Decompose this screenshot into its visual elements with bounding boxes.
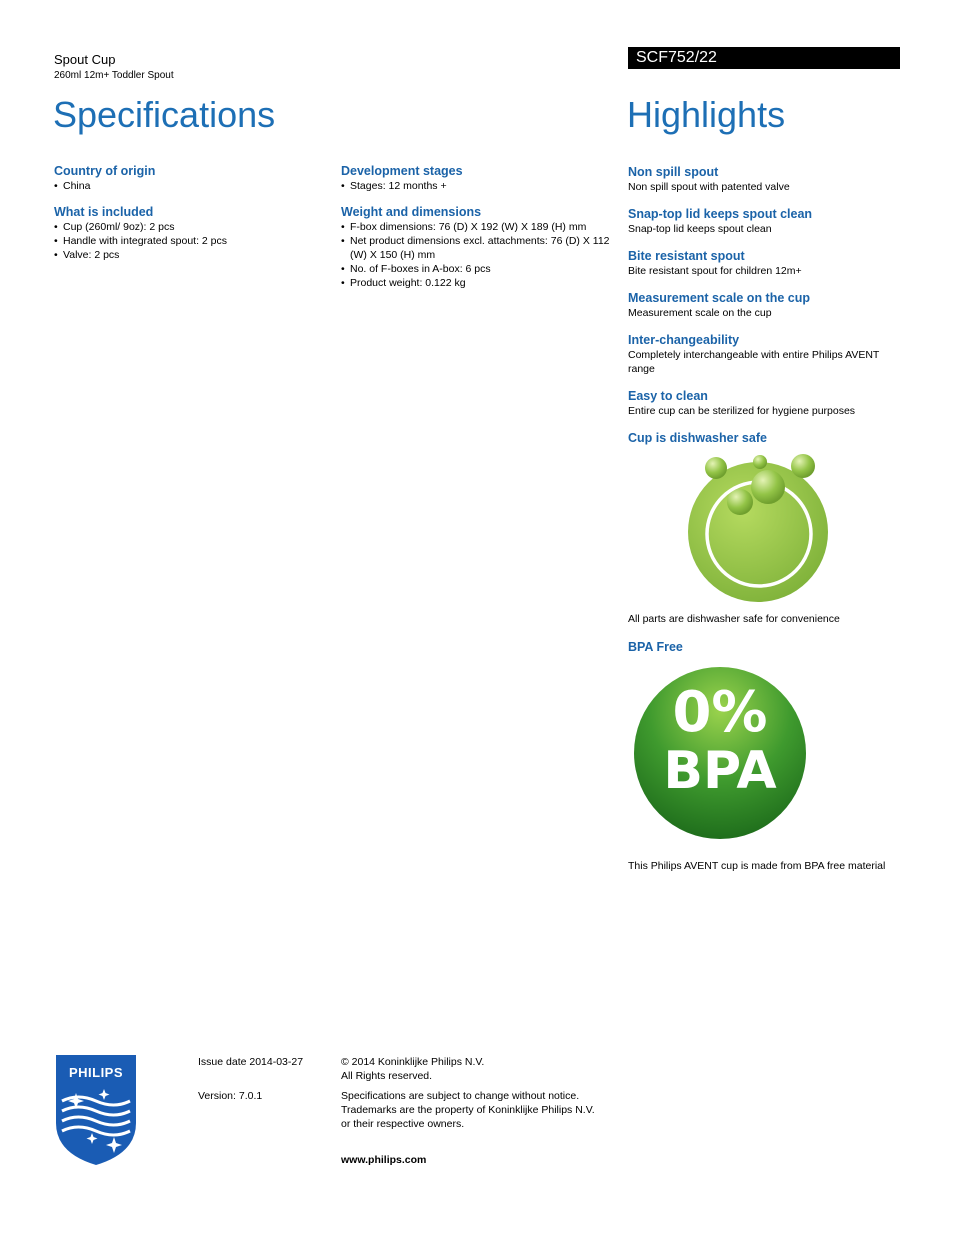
highlight-desc: This Philips AVENT cup is made from BPA free material xyxy=(628,860,886,872)
bpa-free-badge xyxy=(632,665,812,845)
model-number-bar: SCF752/22 xyxy=(628,47,900,69)
highlight-heading: Easy to clean xyxy=(628,389,708,403)
highlight-heading: Cup is dishwasher safe xyxy=(628,431,767,445)
spec-item: • Stages: 12 months + xyxy=(341,179,616,193)
bpa-percent-text: 0% xyxy=(672,680,768,745)
highlight-heading: Bite resistant spout xyxy=(628,249,745,263)
highlight-item-dishwasher xyxy=(628,431,900,626)
highlight-desc: Entire cup can be sterilized for hygiene purposes xyxy=(628,405,856,417)
product-name: Spout Cup xyxy=(54,52,116,67)
spec-heading: What is included xyxy=(54,205,154,219)
copyright-line: All Rights reserved. xyxy=(341,1070,433,1082)
highlight-heading: Measurement scale on the cup xyxy=(628,291,811,305)
spec-column-left xyxy=(54,164,329,274)
spec-section-weight xyxy=(341,205,616,290)
highlight-item xyxy=(628,333,900,376)
spec-item: • Cup (260ml/ 9oz): 2 pcs xyxy=(54,220,329,234)
spec-column-right xyxy=(341,164,616,302)
philips-logo-text: PHILIPS xyxy=(68,1065,124,1080)
highlight-desc: Non spill spout with patented valve xyxy=(628,181,790,193)
highlight-item-bpa xyxy=(628,640,900,873)
highlight-heading: Non spill spout xyxy=(628,165,719,179)
notice-block xyxy=(341,1089,621,1131)
highlight-item xyxy=(628,165,900,194)
highlight-item xyxy=(628,249,900,278)
version: Version: 7.0.1 xyxy=(198,1090,263,1102)
spec-section-included xyxy=(54,205,329,262)
highlight-heading: BPA Free xyxy=(628,640,683,654)
specifications-title: Specifications xyxy=(53,94,276,135)
spec-heading: Development stages xyxy=(341,164,463,178)
spec-list xyxy=(54,220,329,262)
spec-list xyxy=(341,220,616,290)
copyright-block xyxy=(341,1055,621,1083)
spec-item: • F-box dimensions: 76 (D) X 192 (W) X 189 (H) mm xyxy=(341,220,616,234)
highlight-heading: Inter-changeability xyxy=(628,333,740,347)
highlight-item xyxy=(628,291,900,320)
spec-item: • Net product dimensions excl. attachments: 76 (D) X 112 (W) X 150 (H) mm xyxy=(341,234,616,262)
highlight-desc: All parts are dishwasher safe for convenience xyxy=(628,613,840,625)
spec-section-development xyxy=(341,164,616,193)
spec-heading: Weight and dimensions xyxy=(341,205,482,219)
bpa-label-text: BPA xyxy=(663,741,777,801)
product-subtitle: 260ml 12m+ Toddler Spout xyxy=(54,70,174,81)
spec-item: • Product weight: 0.122 kg xyxy=(341,276,616,290)
notice-line: or their respective owners. xyxy=(341,1118,465,1130)
spec-list xyxy=(54,179,329,193)
issue-date: Issue date 2014-03-27 xyxy=(198,1056,304,1068)
highlight-desc: Completely interchangeable with entire Philips AVENT range xyxy=(628,349,880,375)
philips-logo-shield xyxy=(54,1053,138,1167)
spec-item: • Handle with integrated spout: 2 pcs xyxy=(54,234,329,248)
website-link[interactable]: www.philips.com xyxy=(341,1154,427,1166)
notice-line: Trademarks are the property of Koninklijke Philips N.V. xyxy=(341,1104,595,1116)
spec-list xyxy=(341,179,616,193)
spec-section-country xyxy=(54,164,329,193)
spec-item: • China xyxy=(54,179,329,193)
notice-line: Specifications are subject to change without notice. xyxy=(341,1090,580,1102)
highlights-title: Highlights xyxy=(627,94,786,135)
copyright-line: © 2014 Koninklijke Philips N.V. xyxy=(341,1056,485,1068)
dishwasher-safe-image xyxy=(683,452,833,602)
highlight-heading: Snap-top lid keeps spout clean xyxy=(628,207,813,221)
highlight-desc: Measurement scale on the cup xyxy=(628,307,772,319)
highlight-item xyxy=(628,389,900,418)
highlight-item xyxy=(628,207,900,236)
spec-item: • No. of F-boxes in A-box: 6 pcs xyxy=(341,262,616,276)
highlight-desc: Snap-top lid keeps spout clean xyxy=(628,223,772,235)
highlights-column xyxy=(628,165,900,873)
spec-item: • Valve: 2 pcs xyxy=(54,248,329,262)
spec-heading: Country of origin xyxy=(54,164,156,178)
highlight-desc: Bite resistant spout for children 12m+ xyxy=(628,265,802,277)
